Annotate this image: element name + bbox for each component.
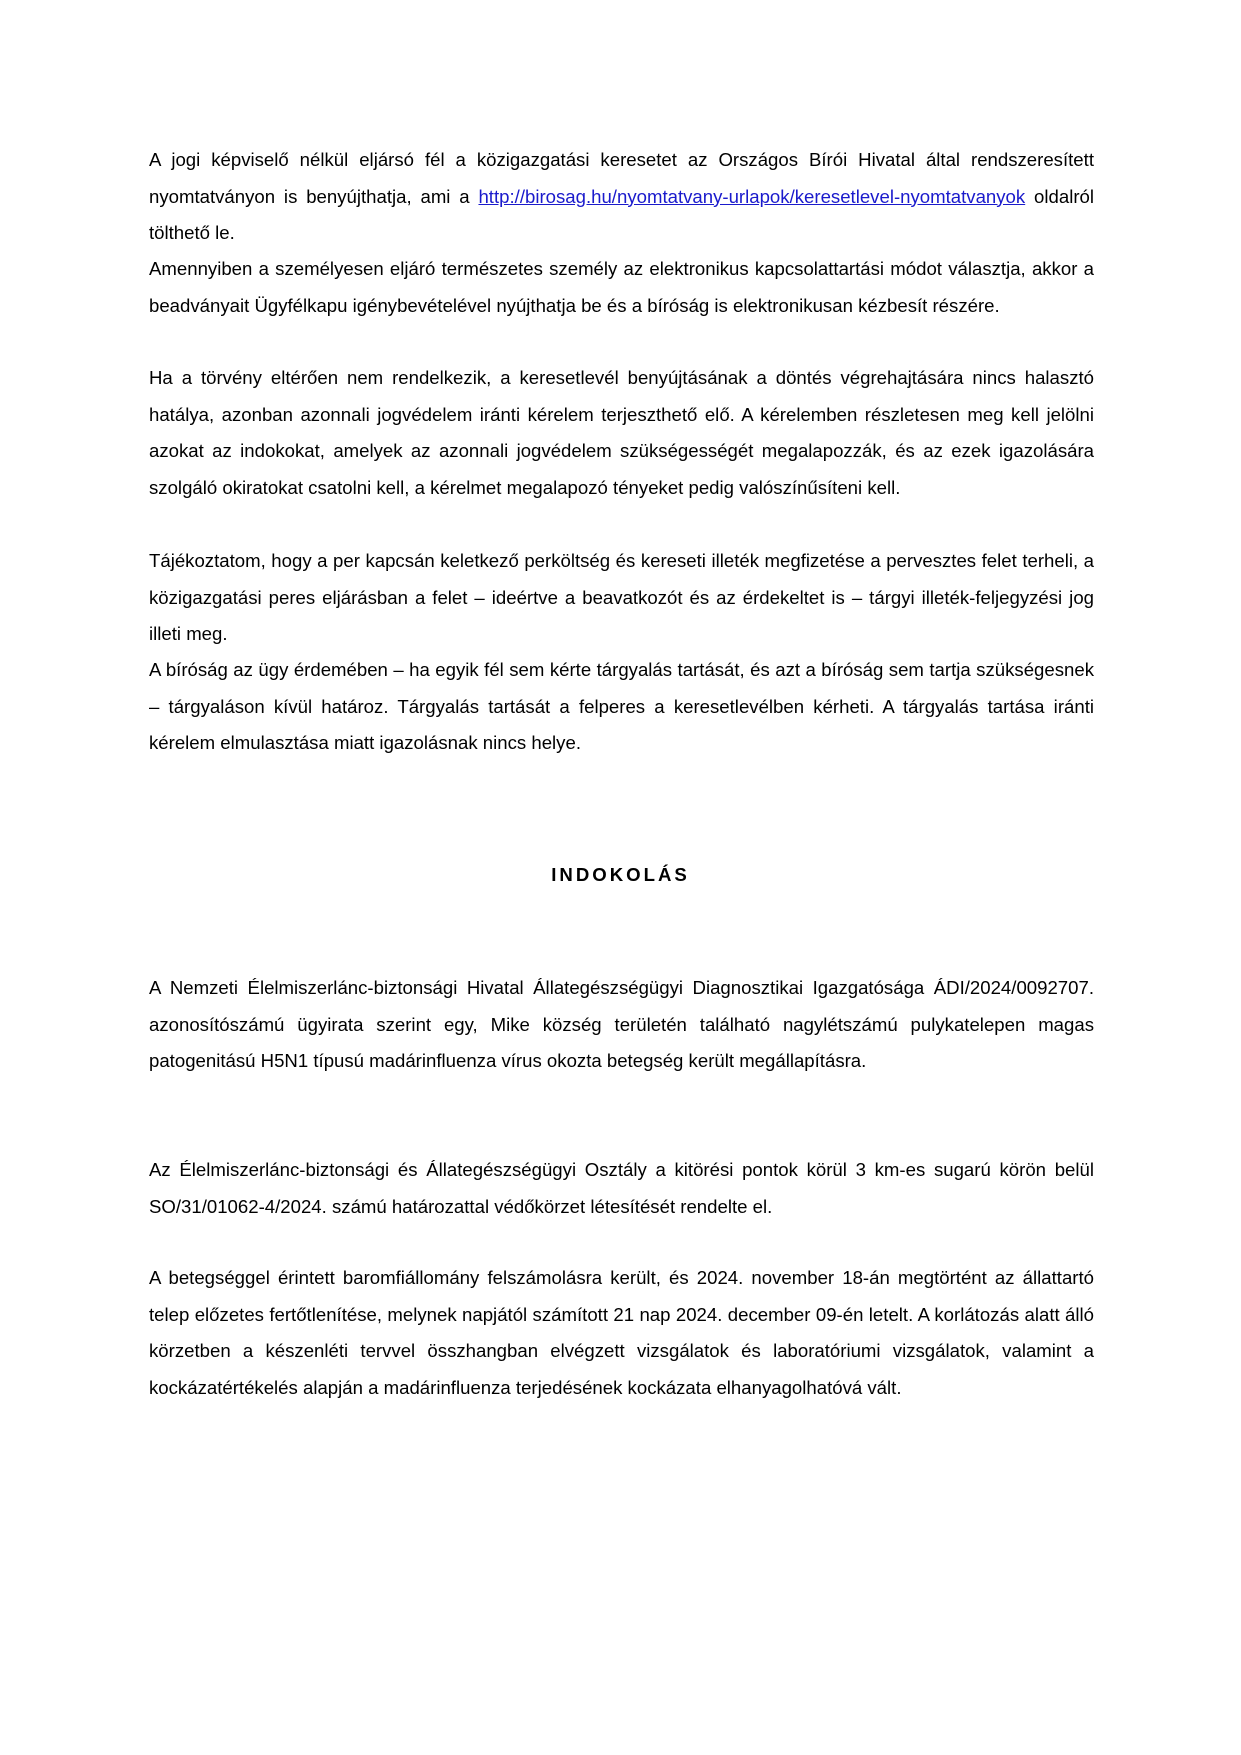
paragraph-text: A jogi képviselő nélkül eljársó fél a közigazgatási keresetet az Országos Bírói Hivatal által rendszeresített nyomtatványon is benyújthatja, ami a — [149, 149, 1094, 207]
paragraph-interim-relief: Ha a törvény eltérően nem rendelkezik, a keresetlevél benyújtásának a döntés végrehajtására nincs halasztó hatálya, azonban azonnali jogvédelem iránti kérelem terjeszthető elő. A kérelemben részletesen meg kell jelölni azokat az indokokat, amelyek az azonnali jogvédelem szükségességét megalapozzák, és az ezek igazolására szolgáló okiratokat csatolni kell, a kérelmet megalapozó tényeket pedig valószínűsíteni kell. — [149, 367, 1094, 498]
paragraph-disinfection: A betegséggel érintett baromfiállomány felszámolásra került, és 2024. november 18-án megtörtént az állattartó telep előzetes fertőtlenítése, melynek napjától számított 21 nap 2024. december 09-én letelt. A korlátozás alatt álló körzetben a készenléti tervvel összhangban elvégzett vizsgálatok és laboratóriumi vizsgálatok, valamint a kockázatértékelés alapján a madárinfluenza terjedésének kockázata elhanyagolhatóvá vált. — [149, 1267, 1094, 1398]
paragraph-electronic-contact: Amennyiben a személyesen eljáró természetes személy az elektronikus kapcsolattartási módot választja, akkor a beadványait Ügyfélkapu igénybevételével nyújthatja be és a bíróság is elektronikusan kézbesít részére. — [149, 258, 1094, 316]
paragraph-costs: Tájékoztatom, hogy a per kapcsán keletkező perköltség és kereseti illeték megfizetése a pervesztes felet terheli, a közigazgatási peres eljárásban a felet – ideértve a beavatkozót és az érdekeltet is – tárgyi illeték-feljegyzési jog illeti meg. — [149, 550, 1094, 644]
paragraph-form-submission — [149, 142, 1094, 252]
paragraph-hearing: A bíróság az ügy érdemében – ha egyik fél sem kérte tárgyalás tartását, és azt a bíróság sem tartja szükségesnek – tárgyaláson kívül határoz. Tárgyalás tartását a felperes a keresetlevélben kérheti. A tárgyalás tartása iránti kérelem elmulasztása miatt igazolásnak nincs helye. — [149, 659, 1094, 753]
paragraph-text: oldalról tölthető le. — [149, 185, 1094, 243]
paragraph-protection-zone: Az Élelmiszerlánc-biztonsági és Állategészségügyi Osztály a kitörési pontok körül 3 km-es sugarú körön belül SO/31/01062-4/2024. számú határozattal védőkörzet létesítését rendelte el. — [149, 1159, 1094, 1217]
form-download-link[interactable]: http://birosag.hu/nyomtatvany-urlapok/keresetlevel-nyomtatvanyok — [478, 185, 1026, 207]
section-heading-indokolas: INDOKOLÁS — [551, 864, 690, 885]
paragraph-diagnosis: A Nemzeti Élelmiszerlánc-biztonsági Hivatal Állategészségügyi Diagnosztikai Igazgatósága ÁDI/2024/0092707. azonosítószámú ügyirata szerint egy, Mike község területén található nagylétszámú pulykatelepen magas patogenitású H5N1 típusú madárinfluenza vírus okozta betegség került megállapításra. — [149, 977, 1094, 1071]
